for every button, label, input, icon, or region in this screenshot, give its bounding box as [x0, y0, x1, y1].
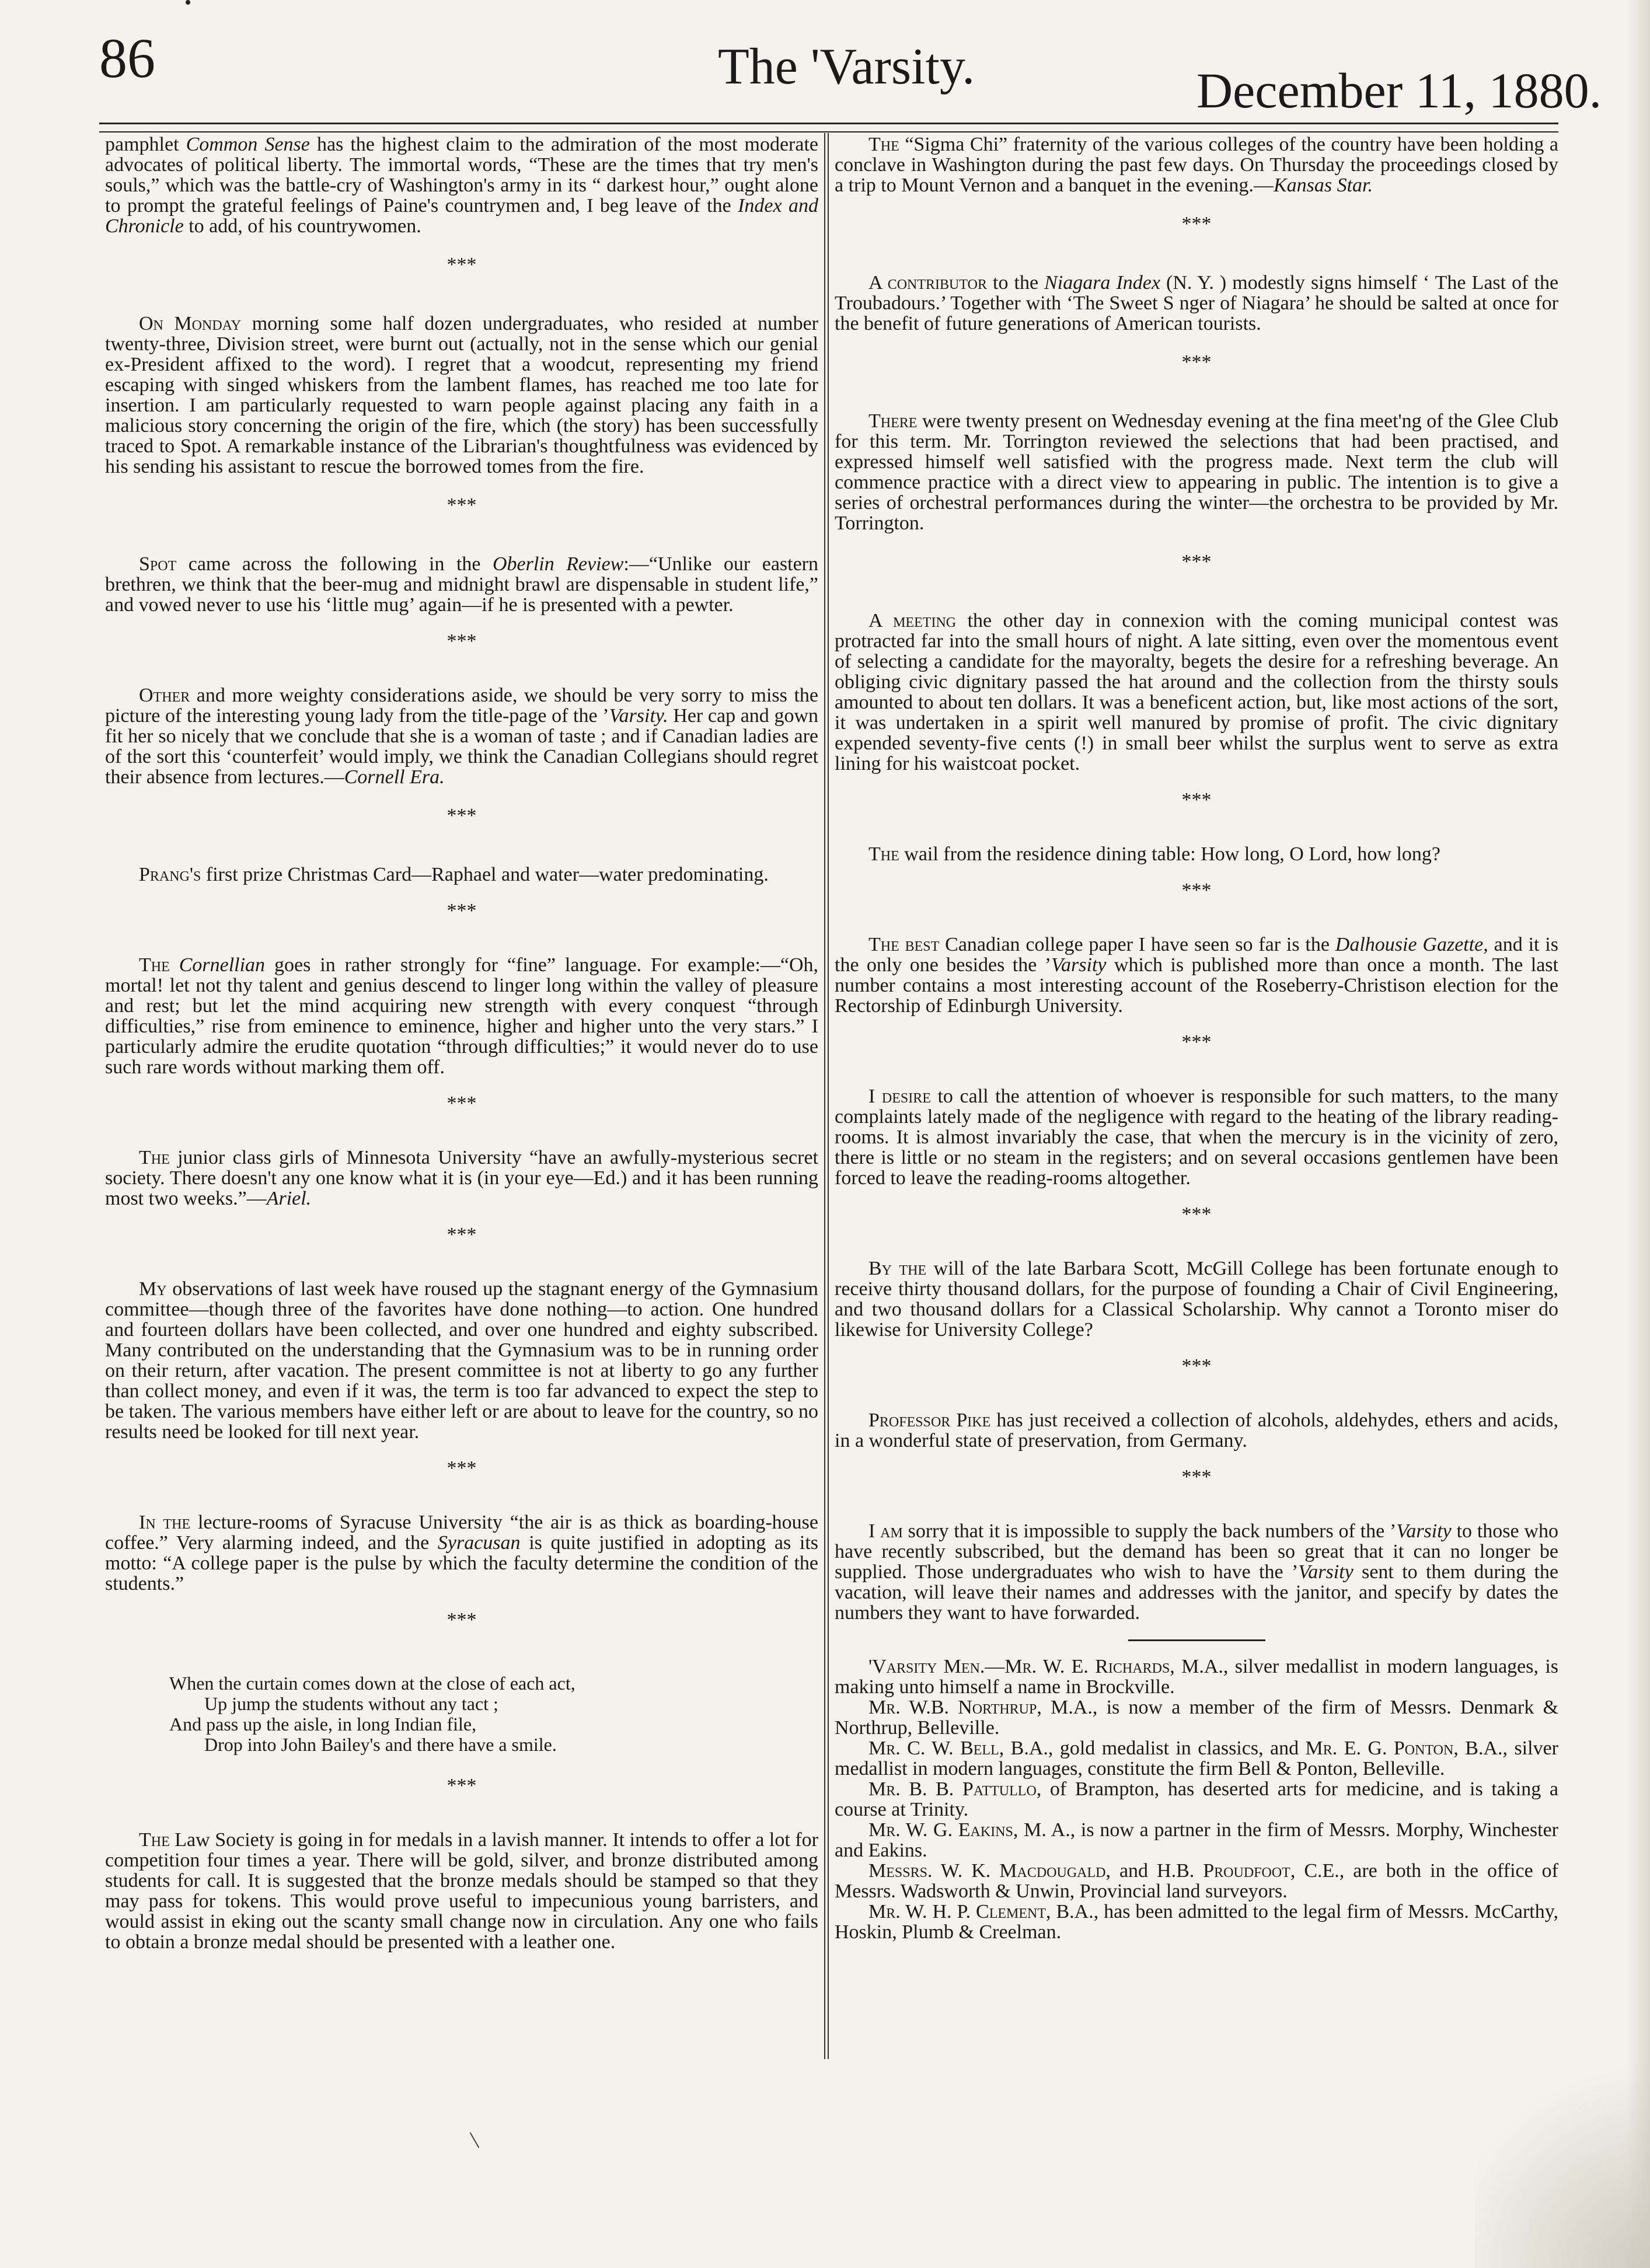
personal-note: Mr. W. G. Eakins, M. A., is now a partner in the firm of Messrs. Morphy, Winchester and Eakins. [835, 1819, 1558, 1861]
personal-note: 'Varsity Men.—Mr. W. E. Richards, M.A., silver medallist in modern languages, is making unto himself a name in Brockville. [835, 1656, 1559, 1698]
asterism-separator: *** [1181, 1355, 1212, 1377]
asterism-separator: *** [1181, 789, 1212, 811]
issue-date: December 11, 1880. [1196, 62, 1602, 118]
asterism-separator: *** [446, 494, 477, 516]
asterism-separator: *** [446, 1457, 477, 1479]
right-column [835, 134, 1558, 1942]
asterism-separator: *** [446, 630, 477, 652]
page-edge-shadow [1627, 0, 1650, 2268]
article-paragraph: A contributor to the Niagara Index (N. Y. ) modestly signs himself ‘ The Last of the Troubadours.’ Together with ‘The Sweet S nger of Niagara’ he should be salted at once for the benefit of future generations of American tourists. [835, 272, 1559, 334]
stray-mark [470, 2133, 480, 2148]
asterism-separator: *** [446, 254, 477, 275]
personal-note: Mr. W. H. P. Clement, B.A., has been admitted to the legal firm of Messrs. McCarthy, Hoskin, Plumb & Creelman. [835, 1901, 1559, 1943]
asterism-separator: *** [446, 1775, 477, 1796]
article-paragraph: I am sorry that it is impossible to supply the back numbers of the ’Varsity to those who have recently subscribed, but the demand has been so great that it can no longer be supplied. Those undergraduates who wish to have the ’Varsity sent to them during the vacation, will leave their names and addresses with the janitor, and specify by dates the numbers they want to have forwarded. [835, 1520, 1558, 1624]
verse-line: Up jump the students without any tact ; [204, 1693, 498, 1714]
personal-note: Messrs. W. K. Macdougald, and H.B. Proudfoot, C.E., are both in the office of Messrs. Wadsworth & Unwin, Provincial land surveyors. [835, 1860, 1559, 1902]
article-paragraph: Prang's first prize Christmas Card—Raphael and water—water predominating. [139, 864, 769, 885]
asterism-separator: *** [1181, 1466, 1212, 1488]
personal-note: Mr. W.B. Northrup, M.A., is now a member of the firm of Messrs. Denmark & Northrup, Belleville. [835, 1697, 1559, 1739]
article-paragraph: The Cornellian goes in rather strongly for “fine” language. For example:—“Oh, mortal! let not thy talent and genius descend to linger long within the valley of pleasure and rest; but let the mind acquiring new strength with every conquest “through difficulties,” rise from eminence to eminence, higher and higher unto the very stars.” I particularly admire the erudite quotation “through difficulties;” it would never do to use such rare words without marking them off. [105, 954, 818, 1078]
article-paragraph: pamphlet Common Sense has the highest claim to the admiration of the most moderate advocates of political liberty. The immortal words, “These are the times that try men's souls,” which was the battle-cry of Washington's army in its “ darkest hour,” ought alone to prompt the grateful feelings of Paine's countrymen and, I beg leave of the Index and Chronicle to add, of his countrywomen. [105, 134, 818, 237]
header-rule [99, 123, 1558, 132]
article-paragraph: Spot came across the following in the Oberlin Review:—“Unlike our eastern brethren, we think that the beer-mug and midnight brawl are dispensable in student life,” and vowed never to use his ‘little mug’ again—if he is presented with a pewter. [105, 553, 819, 616]
article-paragraph: Professor Pike has just received a collection of alcohols, aldehydes, ethers and acids, in a wonderful state of preservation, from Germany. [835, 1409, 1559, 1451]
masthead-title: The 'Varsity. [718, 39, 975, 95]
article-paragraph: The wail from the residence dining table: How long, O Lord, how long? [868, 843, 1440, 865]
asterism-separator: *** [446, 1224, 477, 1245]
personal-note: Mr. B. B. Pattullo, of Brampton, has deserted arts for medicine, and is taking a course at Trinity. [835, 1778, 1559, 1820]
verse-quotation [105, 1673, 818, 1755]
article-paragraph: In the lecture-rooms of Syracuse University “the air is as thick as boarding-house coffee.” Very alarming indeed, and the Syracusan is quite justified in adopting as its motto: “A college paper is the pulse by which the faculty determine the condition of the students.” [105, 1512, 818, 1594]
column-divider [824, 133, 825, 2059]
article-paragraph: There were twenty present on Wednesday evening at the fina meet'ng of the Glee Club for this term. Mr. Torrington reviewed the selections that had been practised, and expressed himself well satisfied with the progress made. Next term the club will commence practice with a direct view to appearing in public. The intention is to give a series of orchestral performances during the winter—the orchestra to be provided by Mr. Torrington. [835, 410, 1558, 534]
asterism-separator: *** [446, 805, 477, 826]
article-paragraph: Other and more weighty considerations aside, we should be very sorry to miss the picture of the interesting young lady from the title-page of the ’Varsity. Her cap and gown fit her so nicely that we conclude that she is a woman of taste ; and if Canadian ladies are of the sort this ‘counterfeit’ would imply, we think the Canadian Collegians should regret their absence from lectures.—Cornell Era. [105, 685, 818, 788]
asterism-separator: *** [1181, 213, 1212, 235]
article-paragraph: My observations of last week have roused up the stagnant energy of the Gymnasium committee—though three of the favorites have done nothing—to action. One hundred and fourteen dollars have been collected, and over one hundred and eighty subscribed. Many contributed on the understanding that the Gymnasium was to be in running order on their return, after vacation. The present committee is not at liberty to go any further than collect money, and even if it was, the term is too far advanced to expect the step to be taken. The various members have either left or are about to leave for the country, so no results need be looked for till next year. [105, 1278, 818, 1443]
article-paragraph: The Law Society is going in for medals in a lavish manner. It intends to offer a lot for competition four times a year. There will be gold, silver, and bronze distributed among students for call. It is suggested that the bronze medals should be stamped so that they may pass for tokens. This would prove useful to impecunious young barristers, and would assist in eking out the scanty small change now in circulation. Any one who fails to obtain a bronze medal should be presented with a leather one. [105, 1829, 818, 1953]
asterism-separator: *** [1181, 880, 1212, 901]
article-paragraph: On Monday morning some half dozen undergraduates, who resided at number twenty-three, Division street, were burnt out (actually, not in the sense which our genial ex-President affixed to the word). I regret that a woodcut, representing my friend escaping with singed whiskers from the lambent flames, has reached me too late for insertion. I am particularly requested to warn people against placing any faith in a malicious story concerning the origin of the fire, which (the story) has been successfully traced to Spot. A remarkable instance of the Librarian's thoughtfulness was evidenced by his sending his assistant to rescue the borrowed tomes from the fire. [105, 313, 819, 477]
page-number: 86 [99, 27, 155, 89]
verse-line: Drop into John Bailey's and there have a smile. [204, 1734, 557, 1755]
article-paragraph: I desire to call the attention of whoever is responsible for such matters, to the many complaints lately made of the negligence with regard to the heating of the library reading-rooms. It is almost invariably the case, that when the mercury is in the vicinity of zero, there is little or no steam in the registers; and on several occasions gentlemen have been forced to leave the reading-rooms altogether. [835, 1086, 1558, 1189]
article-paragraph: The best Canadian college paper I have seen so far is the Dalhousie Gazette, and it is the only one besides the ’Varsity which is published more than once a month. The last number contains a most interesting account of the Roseberry-Christison election for the Rectorship of Edinburgh University. [835, 934, 1558, 1017]
column-divider [828, 133, 829, 2059]
asterism-separator: *** [1181, 1203, 1212, 1225]
article-paragraph: The junior class girls of Minnesota University “have an awfully-mysterious secret society. There doesn't any one know what it is (in your eye—Ed.) and it has been running most two weeks.”—Ariel. [105, 1147, 818, 1209]
paper-wear [1475, 2035, 1650, 2268]
ink-speck [186, 0, 190, 5]
asterism-separator: *** [1181, 1031, 1212, 1053]
article-paragraph: By the will of the late Barbara Scott, McGill College has been fortunate enough to receive thirty thousand dollars, for the purpose of founding a Chair of Civil Engineering, and two thousand dollars for a Classical Scholarship. Why cannot a Toronto miser do likewise for University College? [835, 1258, 1558, 1341]
asterism-separator: *** [446, 900, 477, 922]
asterism-separator: *** [446, 1609, 477, 1631]
verse-line: And pass up the aisle, in long Indian file, [169, 1714, 477, 1735]
article-paragraph: The “Sigma Chi” fraternity of the various colleges of the country have been holding a conclave in Washington during the past few days. On Thursday the proceedings closed by a trip to Mount Vernon and a banquet in the evening.—Kansas Star. [835, 134, 1558, 196]
article-paragraph: A meeting the other day in connexion with the coming municipal contest was protracted far into the small hours of night. A late sitting, even over the momentous event of selecting a candidate for the mayoralty, begets the desire for a refreshing beverage. An obliging civic dignitary passed the hat around and the collection from the thirsty souls amounted to about ten dollars. It was a beneficent action, but, like most actions of the sort, it was undertaken in a spirit well manured by promise of profit. The civic dignitary expended seventy-five cents (!) in small beer whilst the surplus went to serve as extra lining for his waistcoat pocket. [835, 610, 1559, 774]
left-column [105, 134, 818, 1952]
verse-line: When the curtain comes down at the close of each act, [169, 1673, 575, 1694]
asterism-separator: *** [1181, 551, 1212, 573]
asterism-separator: *** [446, 1093, 477, 1114]
asterism-separator: *** [1181, 351, 1212, 373]
personal-note: Mr. C. W. Bell, B.A., gold medalist in classics, and Mr. E. G. Ponton, B.A., silver medallist in modern languages, constitute the firm Bell & Ponton, Belleville. [835, 1737, 1558, 1779]
section-rule [1128, 1639, 1265, 1641]
